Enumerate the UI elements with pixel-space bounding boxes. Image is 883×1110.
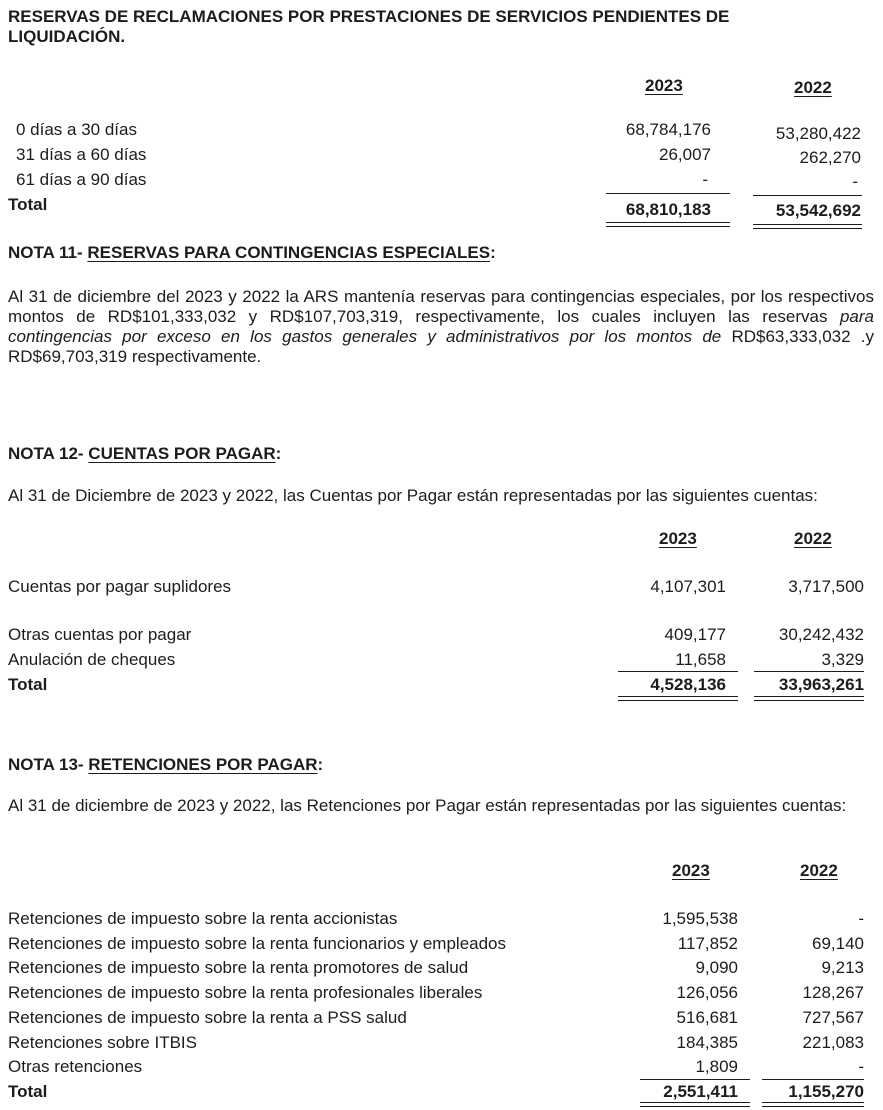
- reservas-subtotal-rule-2022: [753, 195, 862, 196]
- reservas-title: [8, 7, 729, 47]
- nota13-row-2023: 184,385: [676, 1033, 738, 1052]
- nota11-paragraph: [8, 287, 874, 367]
- nota13-total-label: Total: [8, 1082, 48, 1101]
- reservas-total-double-rule-2022: [753, 224, 862, 229]
- nota12-suffix: :: [275, 444, 282, 463]
- nota13-row-2022: 727,567: [802, 1008, 864, 1027]
- nota13-row-2022: 221,083: [802, 1033, 864, 1052]
- nota12-row-2023: 4,107,301: [650, 577, 726, 596]
- reservas-row-2023: 68,784,176: [625, 120, 711, 139]
- reservas-row-label: 61 días a 90 días: [16, 170, 147, 189]
- nota13-row-label: Retenciones de impuesto sobre la renta profesionales liberales: [8, 983, 483, 1002]
- nota13-total-double-rule-2023: [640, 1102, 750, 1107]
- nota13-row-label: Otras retenciones: [8, 1057, 143, 1076]
- reservas-row-2022: 53,280,422: [775, 124, 861, 143]
- nota13-row-label: Retenciones de impuesto sobre la renta promotores de salud: [8, 958, 469, 977]
- nota12-prefix: NOTA 12-: [8, 444, 89, 463]
- reservas-subtotal-rule-2023: [606, 193, 730, 194]
- nota12-row-2022: 3,329: [821, 650, 864, 669]
- nota13-row-2022: -: [858, 909, 864, 928]
- reservas-row-2023: -: [702, 170, 708, 189]
- reservas-row-2022: -: [852, 172, 858, 191]
- nota13-total-2023: 2,551,411: [663, 1082, 738, 1101]
- nota12-col-2022: 2022: [794, 529, 832, 548]
- nota12-row-2022: 3,717,500: [788, 577, 864, 596]
- nota12-col-2023: 2023: [659, 529, 697, 548]
- nota12-row-label: Anulación de cheques: [8, 650, 176, 669]
- nota13-row-2023: 9,090: [695, 958, 738, 977]
- nota11-suffix: :: [490, 243, 496, 262]
- reservas-row-2022: 262,270: [799, 148, 861, 167]
- nota13-row-2022: 9,213: [821, 958, 864, 977]
- nota11-title: [8, 243, 496, 263]
- nota13-total-2022: 1,155,270: [788, 1082, 864, 1101]
- reservas-total-2022: 53,542,692: [775, 201, 861, 220]
- nota11-para-a: Al 31 de diciembre del 2023 y 2022 la ARS mantenía reservas para contingencias especiales, por los respectivos montos de RD$101,333,032 y RD$107,703,319, respectivamente, los cuales incluyen las reservas: [8, 287, 874, 326]
- reservas-title-line2: LIQUIDACIÓN.: [8, 27, 126, 46]
- reservas-col-2022: 2022: [794, 78, 832, 97]
- nota13-row-label: Retenciones de impuesto sobre la renta funcionarios y empleados: [8, 934, 507, 953]
- nota12-title: [8, 444, 281, 464]
- nota13-title: [8, 755, 323, 775]
- nota12-total-double-rule-2022: [754, 696, 864, 701]
- nota12-row-2023: 409,177: [664, 625, 726, 644]
- nota12-subtotal-rule-2023: [618, 671, 738, 672]
- reservas-title-line1: RESERVAS DE RECLAMACIONES POR PRESTACIONES DE SERVICIOS PENDIENTES DE: [8, 7, 730, 26]
- nota12-total-2022: 33,963,261: [778, 675, 864, 694]
- nota13-col-2022: 2022: [800, 861, 838, 880]
- nota13-row-2022: -: [858, 1057, 864, 1076]
- reservas-total-double-rule-2023: [606, 222, 730, 227]
- nota13-prefix: NOTA 13-: [8, 755, 89, 774]
- nota13-subtotal-rule-2022: [762, 1079, 864, 1080]
- reservas-col-2023: 2023: [645, 76, 683, 95]
- nota13-heading: RETENCIONES POR PAGAR: [88, 755, 318, 774]
- nota13-row-2022: 69,140: [812, 934, 864, 953]
- nota13-col-2023: 2023: [672, 861, 710, 880]
- nota12-row-2022: 30,242,432: [778, 625, 864, 644]
- reservas-total-2023: 68,810,183: [625, 200, 711, 219]
- nota13-row-2023: 117,852: [677, 934, 738, 953]
- nota13-row-label: Retenciones sobre ITBIS: [8, 1033, 197, 1052]
- nota13-row-2023: 126,056: [676, 983, 738, 1002]
- nota11-para-c: RD$63,333,032 .y RD$69,703,319 respectivamente.: [8, 327, 875, 366]
- reservas-row-label: 0 días a 30 días: [16, 120, 137, 139]
- nota12-total-label: Total: [8, 675, 48, 694]
- nota12-intro: Al 31 de Diciembre de 2023 y 2022, las Cuentas por Pagar están representadas por las siguientes cuentas:: [8, 486, 818, 505]
- reservas-row-2023: 26,007: [659, 145, 711, 164]
- nota12-heading: CUENTAS POR PAGAR: [88, 444, 276, 463]
- nota11-prefix: NOTA 11-: [8, 243, 88, 262]
- nota12-row-label: Cuentas por pagar suplidores: [8, 577, 232, 596]
- reservas-total-label: Total: [8, 195, 48, 214]
- nota12-total-double-rule-2023: [618, 696, 738, 701]
- nota13-row-2022: 128,267: [802, 983, 864, 1002]
- nota12-row-label: Otras cuentas por pagar: [8, 625, 192, 644]
- nota13-row-label: Retenciones de impuesto sobre la renta accionistas: [8, 909, 398, 928]
- nota13-row-2023: 516,681: [676, 1008, 738, 1027]
- nota12-row-2023: 11,658: [675, 650, 726, 669]
- nota12-subtotal-rule-2022: [754, 671, 864, 672]
- nota13-row-label: Retenciones de impuesto sobre la renta a PSS salud: [8, 1008, 407, 1027]
- nota13-subtotal-rule-2023: [640, 1079, 750, 1080]
- nota13-intro: Al 31 de diciembre de 2023 y 2022, las Retenciones por Pagar están representadas por las siguientes cuentas:: [8, 796, 847, 815]
- nota12-total-2023: 4,528,136: [650, 675, 726, 694]
- nota13-row-2023: 1,809: [695, 1057, 738, 1076]
- nota13-row-2023: 1,595,538: [662, 909, 738, 928]
- nota11-heading: RESERVAS PARA CONTINGENCIAS ESPECIALES: [87, 243, 491, 262]
- nota11-para-b: para contingencias por exceso en los gastos generales y administrativos por los montos de: [8, 307, 874, 346]
- reservas-row-label: 31 días a 60 días: [16, 145, 147, 164]
- nota13-total-double-rule-2022: [762, 1102, 864, 1107]
- nota13-suffix: :: [317, 755, 324, 774]
